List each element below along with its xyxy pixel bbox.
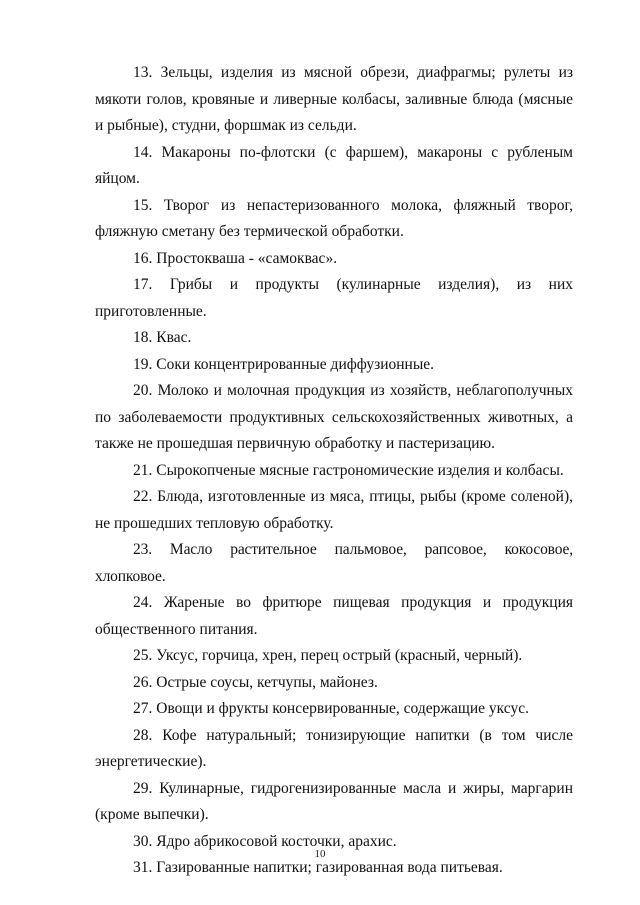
list-item-14: 14. Макароны по-флотски (с фаршем), макароны с рубленым яйцом.	[95, 143, 573, 187]
list-item-29: 29. Кулинарные, гидрогенизированные масла и жиры, маргарин (кроме выпечки).	[95, 779, 573, 823]
list-item-17: 17. Грибы и продукты (кулинарные изделия), из них приготовленные.	[95, 276, 573, 320]
list-item-19: 19. Соки концентрированные диффузионные.	[133, 355, 435, 373]
list-item-15: 15. Творог из непастеризованного молока, фляжный творог, фляжную сметану без термической обработки.	[95, 196, 573, 240]
list-item-24: 24. Жареные во фритюре пищевая продукция и продукция общественного питания.	[95, 594, 573, 638]
list-item-18: 18. Квас.	[133, 329, 192, 346]
list-item-22: 22. Блюда, изготовленные из мяса, птицы, рыбы (кроме соленой), не прошедших тепловую обработку.	[95, 488, 573, 532]
list-item-30: 30. Ядро абрикосовой косточки, арахис.	[133, 832, 397, 850]
list-item-27: 27. Овощи и фрукты консервированные, содержащие уксус.	[133, 700, 529, 717]
list-item-23: 23. Масло растительное пальмовое, рапсовое, кокосовое, хлопковое.	[95, 541, 573, 585]
list-item-28: 28. Кофе натуральный; тонизирующие напитки (в том числе энергетические).	[95, 726, 573, 770]
list-item-20: 20. Молоко и молочная продукция из хозяйств, неблагополучных по заболеваемости продуктивных сельскохозяйственных животных, а также не прошедшая первичную обработку и пастеризацию.	[95, 382, 573, 452]
document-body	[95, 60, 573, 882]
page-number: 10	[314, 848, 326, 860]
list-item-25: 25. Уксус, горчица, хрен, перец острый (красный, черный).	[133, 647, 523, 664]
list-item-26: 26. Острые соусы, кетчупы, майонез.	[133, 673, 378, 691]
list-item-31: 31. Газированные напитки; газированная вода питьевая.	[133, 859, 503, 876]
list-item-21: 21. Сырокопченые мясные гастрономические изделия и колбасы.	[133, 461, 564, 479]
list-item-13: 13. Зельцы, изделия из мясной обрези, диафрагмы; рулеты из мякоти голов, кровяные и ливерные колбасы, заливные блюда (мясные и рыбные), студни, форшмак из сельди.	[95, 64, 573, 134]
list-item-16: 16. Простокваша - «самоквас».	[133, 249, 338, 267]
